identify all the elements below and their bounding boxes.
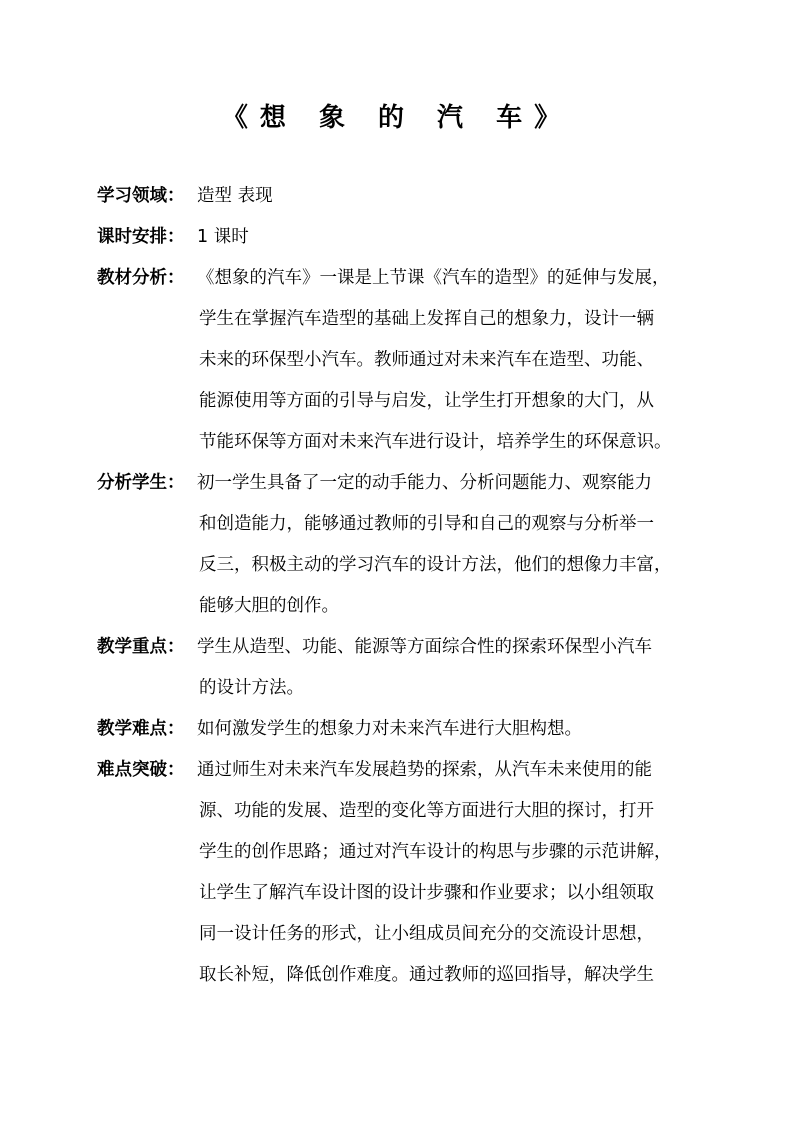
body-line: 学生的创作思路；通过对汽车设计的构思与步骤的示范讲解， xyxy=(199,842,672,862)
body-line: 和创造能力，能够通过教师的引导和自己的观察与分析举一 xyxy=(199,514,654,534)
body-line: 1 课时 xyxy=(197,227,249,247)
body-line: 学生从造型、功能、能源等方面综合性的探索环保型小汽车 xyxy=(197,637,652,657)
section-body xyxy=(197,468,737,621)
body-line: 造型 表现 xyxy=(197,186,273,206)
document-title: 《想 象 的 汽 车》 xyxy=(221,103,573,133)
body-line: 未来的环保型小汽车。教师通过对未来汽车在造型、功能、 xyxy=(199,350,654,370)
body-line: 如何激发学生的想象力对未来汽车进行大胆构想。 xyxy=(197,719,582,739)
section-teaching-focus xyxy=(97,632,737,703)
section-body xyxy=(197,632,737,703)
section-label: 教学重点： xyxy=(97,637,185,657)
section-label: 难点突破： xyxy=(97,760,185,780)
section-student-analysis xyxy=(97,468,737,621)
body-line: 同一设计任务的形式，让小组成员间充分的交流设计思想， xyxy=(199,924,654,944)
section-learning-area xyxy=(97,181,737,211)
section-difficulty-breakthrough xyxy=(97,755,737,990)
section-body xyxy=(197,714,737,744)
section-label: 教学难点： xyxy=(97,719,185,739)
section-label: 教材分析： xyxy=(97,268,185,288)
section-label: 学习领域： xyxy=(97,186,185,206)
body-line: 取长补短，降低创作难度。通过教师的巡回指导，解决学生 xyxy=(199,965,654,985)
body-line: 初一学生具备了一定的动手能力、分析问题能力、观察能力 xyxy=(197,473,652,493)
lesson-plan-sections xyxy=(97,181,737,1001)
section-class-hours xyxy=(97,222,737,252)
body-line: 源、功能的发展、造型的变化等方面进行大胆的探讨，打开 xyxy=(199,801,654,821)
body-line: 能源使用等方面的引导与启发，让学生打开想象的大门，从 xyxy=(199,391,654,411)
section-body xyxy=(197,181,737,211)
body-line: 《想象的汽车》一课是上节课《汽车的造型》的延伸与发展， xyxy=(197,268,670,288)
body-line: 能够大胆的创作。 xyxy=(199,596,339,616)
section-label: 课时安排： xyxy=(97,227,185,247)
body-line: 反三，积极主动的学习汽车的设计方法，他们的想像力丰富， xyxy=(199,555,672,575)
section-body xyxy=(197,263,737,457)
section-body xyxy=(197,755,737,990)
body-line: 的设计方法。 xyxy=(199,678,304,698)
section-body xyxy=(197,222,737,252)
section-material-analysis xyxy=(97,263,737,457)
body-line: 学生在掌握汽车造型的基础上发挥自己的想象力，设计一辆 xyxy=(199,309,654,329)
body-line: 通过师生对未来汽车发展趋势的探索，从汽车未来使用的能 xyxy=(197,760,652,780)
section-label: 分析学生： xyxy=(97,473,185,493)
section-teaching-difficulty xyxy=(97,714,737,744)
body-line: 让学生了解汽车设计图的设计步骤和作业要求；以小组领取 xyxy=(199,883,654,903)
body-line: 节能环保等方面对未来汽车进行设计，培养学生的环保意识。 xyxy=(199,432,672,452)
